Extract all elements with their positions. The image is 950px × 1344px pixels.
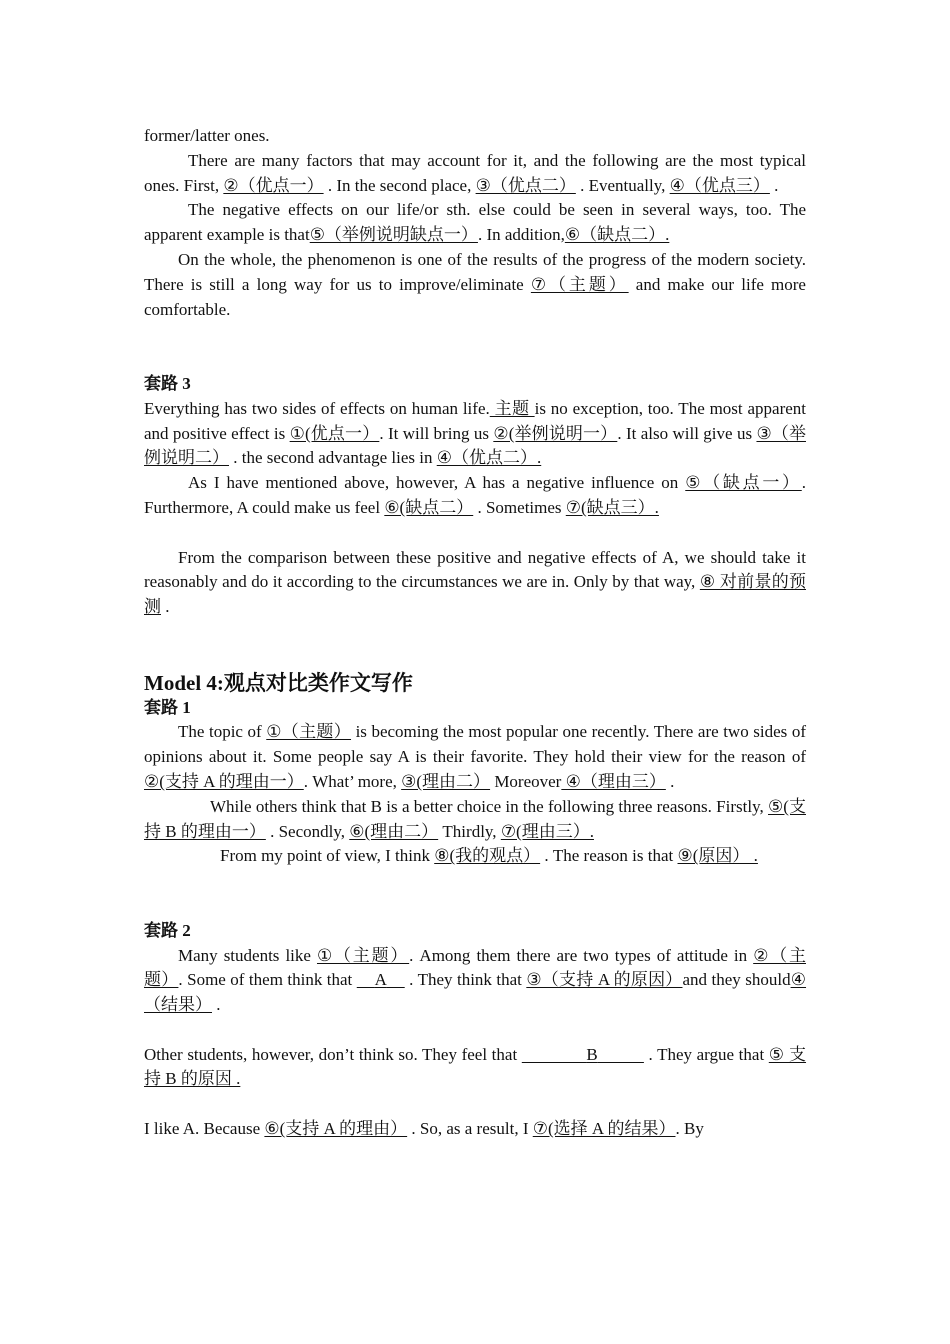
blank-reason-a-choice: ⑥(支持 A 的理由）: [264, 1119, 408, 1139]
blank-topic: ①（主题）: [266, 722, 352, 742]
routine-3-paragraph-1: Everything has two sides of effects on human life. 主题 is no exception, too. The most apparent and positive effect is ①(优点一）. It will bring us ②(举例说明一）. It also will give us ③（举例说明二） . the second advantage lies in ④（优点二）.: [144, 398, 806, 468]
paragraph-conclusion: On the whole, the phenomenon is one of the results of the progress of the modern society. There is still a long way for us to improve/eliminate ⑦（主题） and make our life more comfortable.: [144, 249, 806, 319]
routine-3-paragraph-3: From the comparison between these positive and negative effects of A, we should take it reasonably and do it according to the circumstances we are in. Only by that way, ⑧ 对前景的预测 .: [144, 547, 806, 617]
blank-disadvantage-2: ⑥(缺点二）: [384, 497, 474, 517]
blank-reason-a-3: ④（理由三）: [561, 771, 666, 791]
blank-topic-2: ②（主题）: [144, 945, 806, 990]
blank-topic: ⑦（主题）: [530, 274, 629, 294]
blank-reason: ⑨(原因） .: [677, 846, 758, 866]
blank-option-b: B: [586, 1044, 598, 1064]
document-page: [144, 124, 806, 1142]
blank-result: ④（结果）: [144, 970, 807, 1015]
routine-3-paragraph-2: As I have mentioned above, however, A has a negative influence on ⑤（缺点一）. Furthermore, A could make us feel ⑥(缺点二） . Sometimes ⑦(缺点三）.: [144, 473, 806, 517]
model-4-routine-1-paragraph-3: From my point of view, I think ⑧(我的观点） . The reason is that ⑨(原因） .: [220, 846, 758, 866]
paragraph-advantages: There are many factors that may account for it, and the following are the most typical ones. First, ②（优点一） . In the second place, ③（优点二） . Eventually, ④（优点三） .: [144, 150, 806, 195]
blank-disadvantage-example: ⑤（举例说明缺点一）: [309, 225, 478, 245]
blank-my-opinion: ⑧(我的观点）: [434, 846, 541, 866]
blank-reason-b-2: ⑥(理由二）: [349, 821, 439, 841]
model-4-title: Model 4:观点对比类作文写作: [144, 670, 413, 695]
blank-disadvantage-2: ⑥（缺点二）.: [564, 225, 670, 245]
blank-reason-b-3: ⑦(理由三）.: [500, 821, 594, 841]
blank-advantage-3: ④（优点三）: [669, 175, 770, 195]
blank-example-1: ②(举例说明一）: [493, 423, 618, 443]
blank-reason-a-1: ②(支持 A 的理由一）: [144, 771, 304, 791]
model-4-routine-1-heading: 套路 1: [144, 697, 191, 717]
routine-3-heading: 套路 3: [144, 373, 191, 393]
blank-example-2: ③（举例说明二）: [144, 423, 806, 468]
blank-disadvantage-1: ⑤（缺点一）: [685, 473, 802, 493]
blank-reason-a: ③（支持 A 的原因）: [526, 970, 683, 990]
blank-reason-b-1: ⑤(支持 B 的理由一）: [144, 796, 806, 841]
blank-advantage-2: ③（优点二）: [475, 175, 576, 195]
model-4-routine-2-paragraph-2: Other students, however, don’t think so. They feel that B . They argue that ⑤ 支持 B 的原因 .: [144, 1044, 807, 1089]
model-4-routine-2-paragraph-1: Many students like ①（主题）. Among them there are two types of attitude in ②（主题）. Some of them think that A . They think that ③（支持 A 的原因）and they should④（结果） .: [144, 945, 807, 1015]
blank-result-a: ⑦(选择 A 的结果）: [532, 1119, 676, 1139]
blank-reason-b: ⑤ 支持 B 的原因 .: [144, 1044, 807, 1089]
blank-reason-a-2: ③(理由二）: [401, 771, 491, 791]
blank-topic: 主题: [489, 398, 535, 418]
blank-disadvantage-3: ⑦(缺点三）.: [565, 497, 659, 517]
blank-option-a: A: [374, 970, 387, 990]
model-4-routine-1-paragraph-2: While others think that B is a better choice in the following three reasons. Firstly, ⑤(支持 B 的理由一） . Secondly, ⑥(理由二） Thirdly, ⑦(理由三）.: [144, 796, 806, 841]
paragraph-continuation: former/latter ones.: [144, 126, 270, 145]
model-4-routine-2-paragraph-3: I like A. Because ⑥(支持 A 的理由） . So, as a result, I ⑦(选择 A 的结果）. By: [144, 1119, 704, 1139]
blank-advantage-1: ①(优点一）: [289, 423, 380, 443]
blank-advantage-2: ④（优点二）.: [436, 448, 542, 468]
model-4-routine-2-heading: 套路 2: [144, 920, 191, 940]
paragraph-disadvantages: The negative effects on our life/or sth. else could be seen in several ways, too. The apparent example is that⑤（举例说明缺点一）. In addition,⑥（缺点二）.: [144, 200, 806, 245]
model-4-routine-1-paragraph-1: The topic of ①（主题） is becoming the most popular one recently. There are two sides of opinions about it. Some people say A is their favorite. They hold their view for the reason of ②(支持 A 的理由一）. What’ more, ③(理由二） Moreover ④（理由三） .: [144, 722, 806, 791]
blank-prospect: ⑧ 对前景的预测: [144, 572, 806, 617]
blank-topic: ①（主题）: [316, 945, 410, 965]
blank-advantage-1: ②（优点一）: [223, 175, 324, 195]
